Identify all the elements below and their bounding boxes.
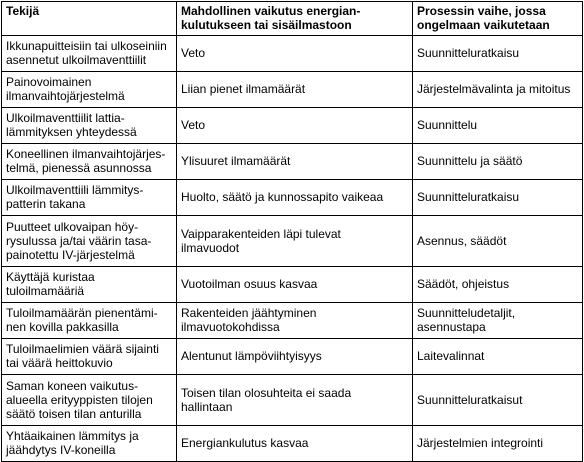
header-factor: Tekijä: [2, 2, 177, 36]
phase-cell: Asennus, säädöt: [413, 216, 583, 267]
phase-cell: Suunnitteluratkaisu: [413, 180, 583, 216]
phase-cell: Säädöt, ohjeistus: [413, 267, 583, 303]
factor-cell: Ulkoilmaventtiilit lattia- lämmityksen yhteydessä: [2, 108, 177, 144]
effect-cell: Energiankulutus kasvaa: [177, 426, 413, 462]
factor-cell: Ulkoilmaventtiili lämmitys- patterin takana: [2, 180, 177, 216]
table-row: [2, 216, 583, 267]
factor-cell: Käyttäjä kuristaa tuloilmamääriä: [2, 267, 177, 303]
table-row: [2, 72, 583, 108]
phase-cell: Suunnittelu ja säätö: [413, 144, 583, 180]
factor-cell: Puutteet ulkovaipan höy- rysulussa ja/tai väärin tasa- painotettu IV-järjestelmä: [2, 216, 177, 267]
header-phase: Prosessin vaihe, jossa ongelmaan vaikutetaan: [413, 2, 583, 36]
factor-cell: Saman koneen vaikutus- alueella erityyppisten tilojen säätö toisen tilan anturilla: [2, 375, 177, 426]
phase-cell: Järjestelmävalinta ja mitoitus: [413, 72, 583, 108]
phase-cell: Suunnitteluratkaisu: [413, 36, 583, 72]
effect-cell: Veto: [177, 36, 413, 72]
effect-cell: Veto: [177, 108, 413, 144]
effect-cell: Vuotoilman osuus kasvaa: [177, 267, 413, 303]
header-row: [2, 2, 583, 36]
phase-cell: Suunnittelu: [413, 108, 583, 144]
factor-cell: Tuloilmaelimien väärä sijainti tai väärä heittokuvio: [2, 339, 177, 375]
phase-cell: Laitevalinnat: [413, 339, 583, 375]
effect-cell: Rakenteiden jäähtyminen ilmavuotokohdissa: [177, 303, 413, 339]
table-row: [2, 375, 583, 426]
effect-cell: Huolto, säätö ja kunnossapito vaikeaa: [177, 180, 413, 216]
effect-cell: Toisen tilan olosuhteita ei saada hallintaan: [177, 375, 413, 426]
table-row: [2, 36, 583, 72]
phase-cell: Suunnitteludetaljit, asennustapa: [413, 303, 583, 339]
factor-cell: Painovoimainen ilmanvaihtojärjestelmä: [2, 72, 177, 108]
table-row: [2, 303, 583, 339]
effect-cell: Vaipparakenteiden läpi tulevat ilmavuodot: [177, 216, 413, 267]
factor-cell: Koneellinen ilmanvaihtojärjes- telmä, pienessä asunnossa: [2, 144, 177, 180]
table-row: [2, 426, 583, 462]
table-row: [2, 108, 583, 144]
table-row: [2, 339, 583, 375]
effect-cell: Alentunut lämpöviihtyisyys: [177, 339, 413, 375]
phase-cell: Järjestelmien integrointi: [413, 426, 583, 462]
factor-cell: Ikkunapuitteisiin tai ulkoseiniin asennetut ulkoilmaventtiilit: [2, 36, 177, 72]
effect-cell: Liian pienet ilmamäärät: [177, 72, 413, 108]
table-row: [2, 144, 583, 180]
table-row: [2, 180, 583, 216]
header-effect: Mahdollinen vaikutus energian- kulutukseen tai sisäilmastoon: [177, 2, 413, 36]
table-row: [2, 267, 583, 303]
phase-cell: Suunnitteluratkaisut: [413, 375, 583, 426]
factor-table: [1, 1, 583, 462]
factor-cell: Tuloilmamäärän pienentämi- nen kovilla pakkasilla: [2, 303, 177, 339]
factor-cell: Yhtäaikainen lämmitys ja jäähdytys IV-koneilla: [2, 426, 177, 462]
effect-cell: Ylisuuret ilmamäärät: [177, 144, 413, 180]
